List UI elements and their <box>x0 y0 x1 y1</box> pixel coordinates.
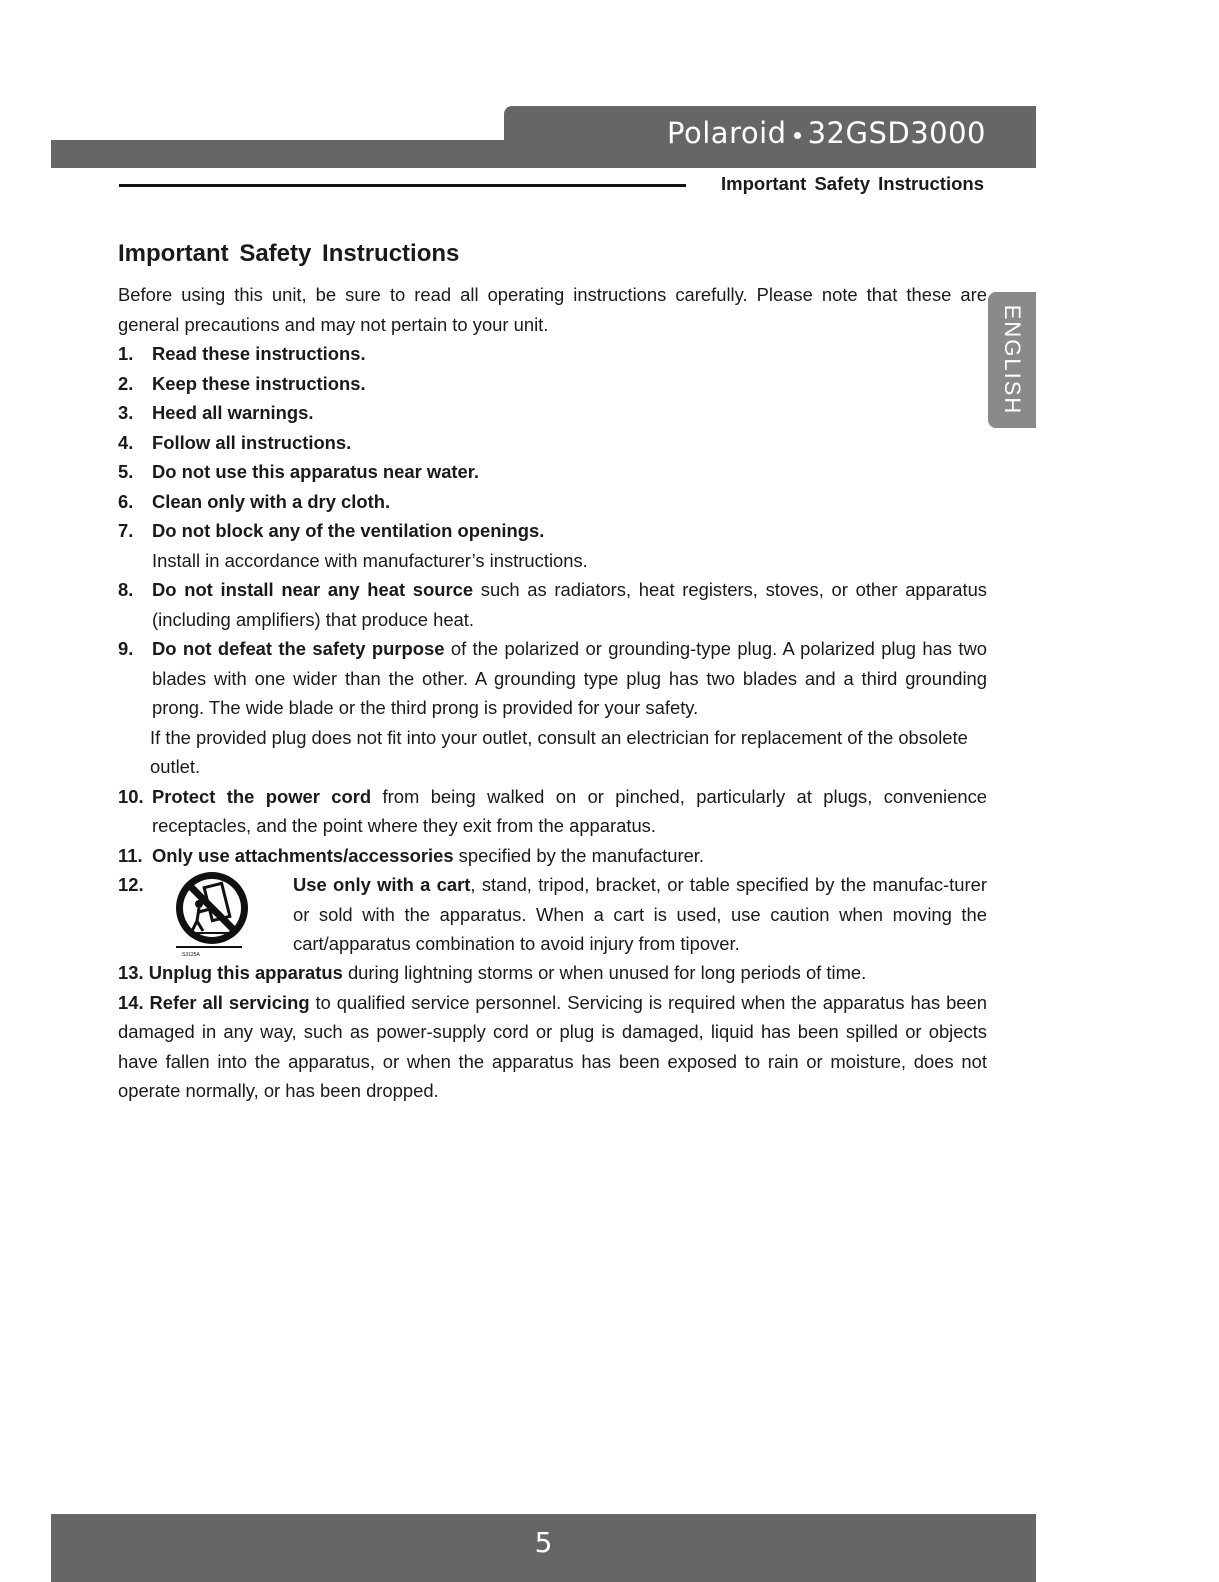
list-item <box>118 870 987 958</box>
brand-name: Polaroid <box>667 116 787 150</box>
instructions-body <box>118 280 987 1106</box>
item-number: 4. <box>118 431 134 453</box>
item-number: 8. <box>118 579 134 600</box>
item-number: 3. <box>118 402 134 423</box>
item-number: 12. <box>118 874 144 895</box>
item-bold-text: Follow all instructions. <box>152 431 352 453</box>
item-extra-text: If the provided plug does not fit into your outlet, consult an electrician for replacement of the obsolete outlet. <box>150 726 968 777</box>
list-item <box>118 841 987 871</box>
list-item <box>118 516 987 575</box>
item-text: specified by the manufacturer. <box>453 844 705 866</box>
item-text: to qualified service personnel. Servicing is required when the apparatus has been damaged in any way, such as power-supply cord or plug is damaged, liquid has been spilled or objects have fallen into the apparatus, or when the apparatus has been exposed to rain or moisture, does not operate normally, or has been dropped. <box>118 991 987 1101</box>
item-bold-text: Use only with a cart <box>293 874 471 895</box>
model-number: 32GSD3000 <box>807 116 986 150</box>
bullet-dot-icon <box>794 132 801 139</box>
item-bold-text: Read these instructions. <box>152 343 366 364</box>
item-number: 14. <box>118 991 144 1013</box>
item-bold-text: Do not defeat the safety purpose <box>152 638 445 659</box>
item-bold-text: Do not block any of the ventilation openings. <box>152 520 545 541</box>
list-item <box>118 958 987 988</box>
brand-model <box>667 116 986 150</box>
language-tab-label: ENGLISH <box>1000 304 1025 416</box>
header-bar-right <box>504 106 1036 168</box>
list-item <box>118 398 987 428</box>
item-number: 6. <box>118 490 134 512</box>
intro-paragraph: Before using this unit, be sure to read all operating instructions carefully. Please note that these are general precautions and may not pertain to your unit. <box>118 284 987 335</box>
item-bold-text: Heed all warnings. <box>152 402 314 423</box>
list-item <box>118 988 987 1106</box>
item-number: 1. <box>118 343 134 364</box>
item-number: 11. <box>118 844 143 866</box>
item-number: 13. <box>118 962 144 983</box>
list-item <box>118 369 987 399</box>
list-item <box>118 575 987 634</box>
item-text: during lightning storms or when unused for long periods of time. <box>342 962 867 983</box>
item-text: such as radiators, heat registers, stoves, or other apparatus (including amplifiers) that produce heat. <box>152 579 987 630</box>
header-section-title: Important Safety Instructions <box>721 173 984 194</box>
footer-bar <box>51 1514 1036 1582</box>
list-item <box>118 782 987 841</box>
list-item <box>118 487 987 517</box>
item-number: 9. <box>118 638 134 659</box>
item-bold-text: Refer all servicing <box>149 991 310 1013</box>
item-bold-text: Protect the power cord <box>152 785 372 807</box>
item-text: of the polarized or grounding-type plug. A polarized plug has two blades with one wider than the other. A grounding type plug has two blades and a third grounding prong. The wide blade or the third prong is provided for your safety. <box>152 638 987 718</box>
item-number: 10. <box>118 785 144 807</box>
cart-tipover-warning-icon <box>168 867 260 959</box>
item-bold-text: Only use attachments/accessories <box>152 844 454 866</box>
icon-caption: S3125A <box>182 952 200 958</box>
item-number: 7. <box>118 520 134 541</box>
page-number: 5 <box>534 1526 553 1559</box>
item-text: , stand, tripod, bracket, or table specified by the manufac-turer or sold with the apparatus. When a cart is used, use caution when moving the cart/apparatus combination to avoid injury from tipover. <box>293 874 987 954</box>
item-bold-text: Clean only with a dry cloth. <box>152 490 391 512</box>
item-text: from being walked on or pinched, particularly at plugs, convenience receptacles, and the point where they exit from the apparatus. <box>152 785 987 836</box>
item-bold-text: Keep these instructions. <box>152 372 366 394</box>
item-number: 5. <box>118 461 134 482</box>
item-bold-text: Do not use this apparatus near water. <box>152 461 480 482</box>
list-item <box>118 339 987 369</box>
list-item <box>118 428 987 458</box>
header-rule <box>119 184 686 187</box>
header-bar-left <box>51 140 511 168</box>
item-body <box>293 870 987 959</box>
page-title: Important Safety Instructions <box>118 240 460 267</box>
item-number: 2. <box>118 372 134 394</box>
item-bold-text: Unplug this apparatus <box>148 962 343 983</box>
list-item <box>118 457 987 487</box>
list-item <box>118 634 987 723</box>
item-bold-text: Do not install near any heat source <box>152 579 474 600</box>
item-extra-text: Install in accordance with manufacturer’s instructions. <box>152 549 588 571</box>
language-tab <box>988 292 1036 428</box>
